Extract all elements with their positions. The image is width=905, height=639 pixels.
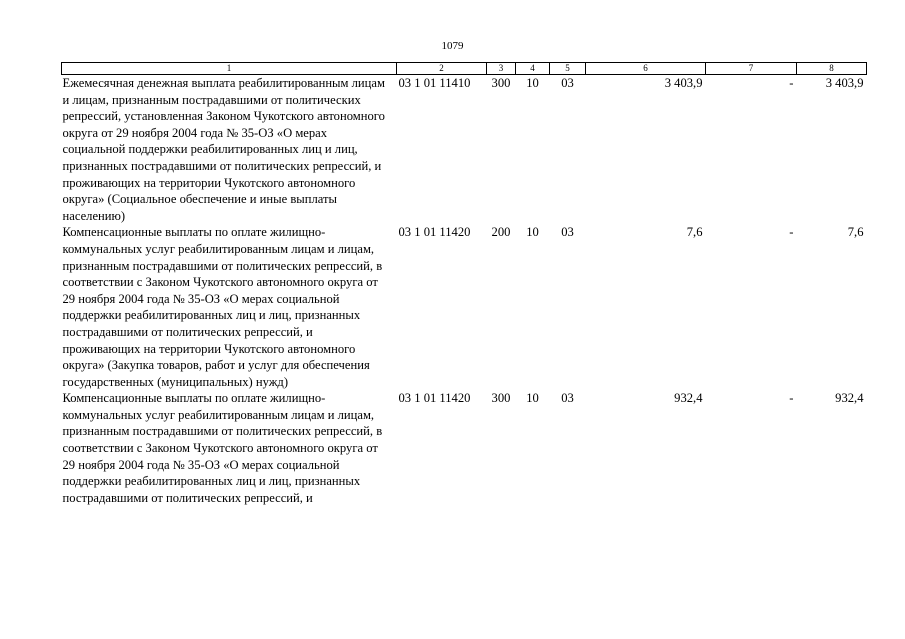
table-row xyxy=(62,390,867,506)
row-change-cell: - xyxy=(789,225,794,240)
row-name-cell: Компенсационные выплаты по оплате жилищно-коммунальных услуг реабилитированным лицам и лицам, признанным пострадавшими от политических репрессий, в соответствии с Законом Чукотского автономного округа от 29 ноября 2004 года № 35-ОЗ «О мерах социальной поддержки реабилитированных лиц и лиц, признанных пострадавшими от политических репрессий, и проживающих на территории Чукотского автономного округа» (Закупка товаров, работ и услуг для обеспечения государственных (муниципальных) нужд) xyxy=(62,225,383,389)
column-header: 4 xyxy=(516,63,550,75)
row-pr-cell: 03 xyxy=(561,391,574,406)
table-row xyxy=(62,224,867,390)
row-code-cell: 03 1 01 11420 xyxy=(398,391,471,406)
column-header: 8 xyxy=(797,63,867,75)
budget-table xyxy=(61,62,867,506)
row-kvr-cell: 300 xyxy=(491,76,511,90)
row-sum-cell: 7,6 xyxy=(686,225,703,240)
column-header: 3 xyxy=(487,63,516,75)
row-name-cell: Ежемесячная денежная выплата реабилитированным лицам и лицам, признанным пострадавшими от политических репрессий, установленная Законом Чукотского автономного округа от 29 ноября 2004 года № 35-ОЗ «О мерах социальной поддержки реабилитированных лиц и лиц, признанных пострадавшими от политических репрессий, и проживающих на территории Чукотского автономного округа» (Социальное обеспечение и иные выплаты населению) xyxy=(62,76,385,223)
row-total-cell: 3 403,9 xyxy=(825,76,864,90)
row-pr-cell: 03 xyxy=(561,76,574,90)
column-header: 6 xyxy=(586,63,706,75)
row-change-cell: - xyxy=(789,391,794,406)
row-sum-cell: 932,4 xyxy=(674,391,703,406)
row-rz-cell: 10 xyxy=(526,391,539,406)
row-total-cell: 932,4 xyxy=(835,391,864,406)
row-change-cell: - xyxy=(789,76,794,90)
page-number: 1079 xyxy=(441,40,464,52)
row-code-cell: 03 1 01 11420 xyxy=(398,225,471,240)
row-rz-cell: 10 xyxy=(526,76,539,90)
table-header-row xyxy=(62,63,867,75)
column-header: 7 xyxy=(706,63,797,75)
row-code-cell: 03 1 01 11410 xyxy=(398,76,471,90)
row-kvr-cell: 200 xyxy=(491,225,511,240)
table-row xyxy=(62,75,867,225)
row-rz-cell: 10 xyxy=(526,225,539,240)
row-sum-cell: 3 403,9 xyxy=(664,76,703,90)
row-name-cell: Компенсационные выплаты по оплате жилищно-коммунальных услуг реабилитированным лицам и лицам, признанным пострадавшими от политических репрессий, в соответствии с Законом Чукотского автономного округа от 29 ноября 2004 года № 35-ОЗ «О мерах социальной поддержки реабилитированных лиц и лиц, признанных пострадавшими от политических репрессий, и xyxy=(62,391,383,505)
row-kvr-cell: 300 xyxy=(491,391,511,406)
column-header: 5 xyxy=(550,63,586,75)
column-header: 1 xyxy=(62,63,397,75)
row-pr-cell: 03 xyxy=(561,225,574,240)
column-header: 2 xyxy=(397,63,487,75)
row-total-cell: 7,6 xyxy=(847,225,864,240)
